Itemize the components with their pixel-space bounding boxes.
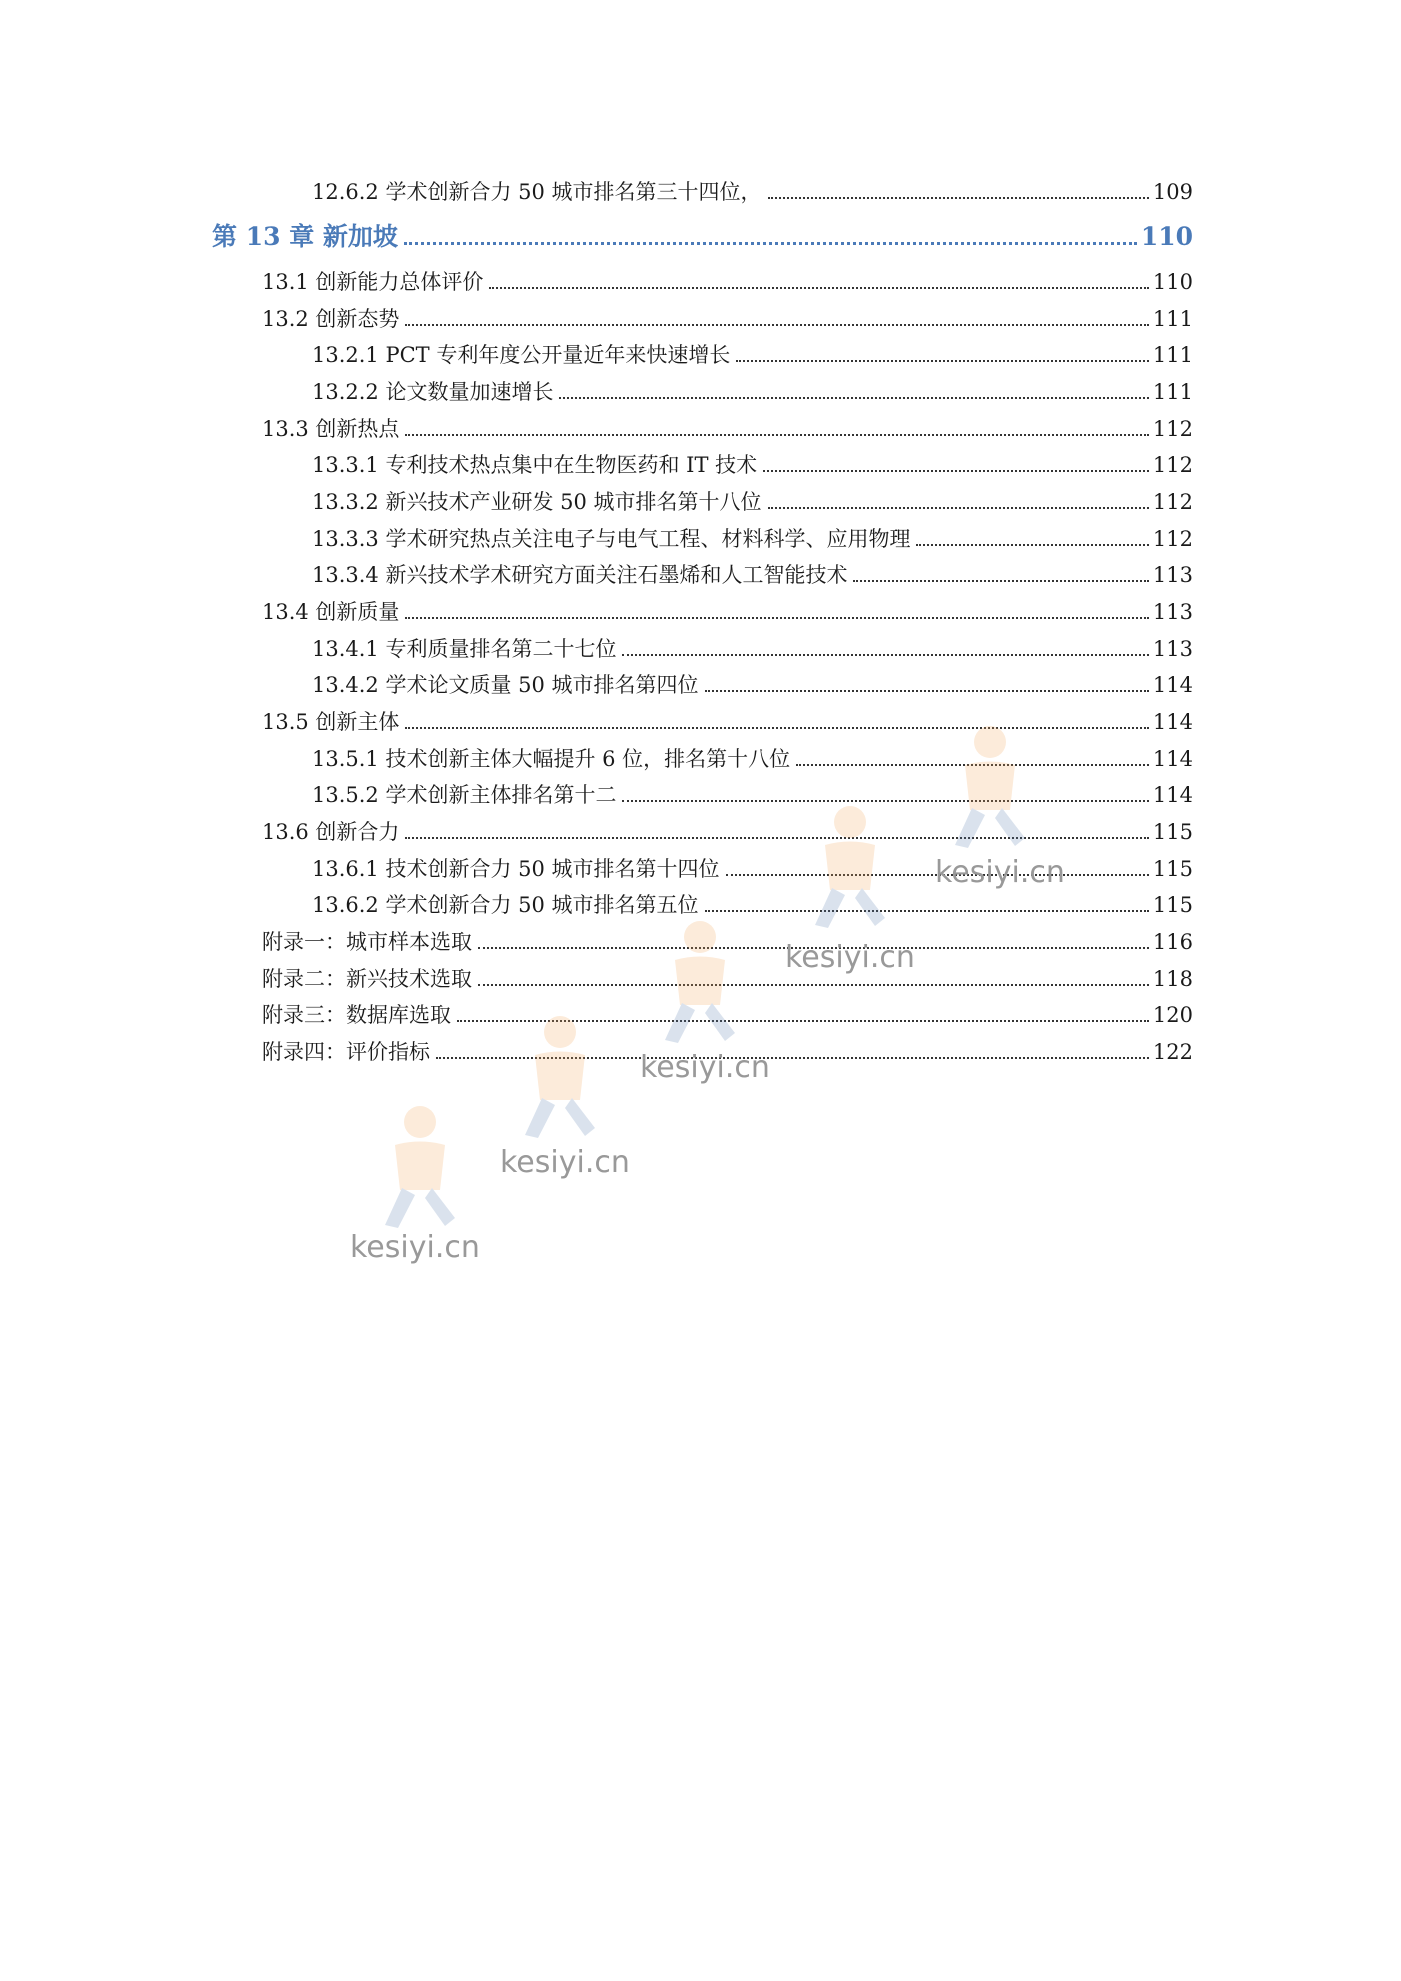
toc-entry[interactable] [312,375,1193,409]
watermark-figure-icon [360,1100,480,1240]
toc-entry-title: 13.3 创新热点 [262,417,400,441]
toc-entry[interactable] [312,558,1193,592]
toc-entry-title: 13.6.2 学术创新合力 50 城市排名第五位 [312,893,699,917]
toc-page-number: 113 [1152,637,1193,661]
watermark-text: kesiyi.cn [785,940,915,975]
toc-entry[interactable] [262,595,1193,629]
toc-page-number: 112 [1152,453,1193,477]
toc-dot-leader [853,580,1148,582]
toc-dot-leader [489,287,1148,289]
toc-page-number: 113 [1152,563,1193,587]
toc-dot-leader [457,1020,1149,1022]
toc-page-number: 122 [1152,1040,1193,1064]
toc-dot-leader [736,360,1149,362]
toc-entry-title: 13.3.2 新兴技术产业研发 50 城市排名第十八位 [312,490,762,514]
watermark-text: kesiyi.cn [640,1050,770,1085]
toc-dot-leader [622,800,1148,802]
toc-dot-leader [796,764,1149,766]
toc-entry[interactable] [312,742,1193,776]
toc-entry[interactable] [312,632,1193,666]
toc-page-number: 114 [1152,673,1193,697]
toc-page-number: 114 [1152,710,1193,734]
toc-entry[interactable] [262,302,1193,336]
toc-dot-leader [405,727,1148,729]
toc-entry[interactable] [312,175,1193,209]
toc-entry-title: 13.2.2 论文数量加速增长 [312,380,554,404]
toc-entry[interactable] [262,998,1193,1032]
toc-page-number: 110 [1152,270,1193,294]
toc-entry-title: 13.5.1 技术创新主体大幅提升 6 位，排名第十八位 [312,747,791,771]
toc-page-number: 109 [1152,180,1193,204]
toc-entry[interactable] [312,888,1193,922]
toc-entry-title: 13.4 创新质量 [262,600,400,624]
toc-dot-leader [622,654,1148,656]
toc-page-number: 114 [1152,783,1193,807]
toc-page-number: 120 [1152,1003,1193,1027]
toc-entry[interactable] [312,522,1193,556]
watermark-text: kesiyi.cn [935,855,1065,890]
toc-entry[interactable] [312,485,1193,519]
toc-entry-title: 13.4.1 专利质量排名第二十七位 [312,637,617,661]
toc-dot-leader [705,910,1149,912]
toc-entry[interactable] [262,412,1193,446]
toc-entry-title: 13.3.4 新兴技术学术研究方面关注石墨烯和人工智能技术 [312,563,848,587]
toc-dot-leader [405,324,1148,326]
toc-dot-leader [405,837,1148,839]
toc-entry-title: 附录一：城市样本选取 [262,930,472,954]
watermark-text: kesiyi.cn [350,1230,480,1265]
toc-entry-title: 13.5.2 学术创新主体排名第十二 [312,783,617,807]
toc-dot-leader [763,470,1149,472]
toc-entry-title: 13.1 创新能力总体评价 [262,270,484,294]
toc-entry[interactable] [312,668,1193,702]
toc-dot-leader [705,690,1149,692]
toc-entry-title: 13.3.1 专利技术热点集中在生物医药和 IT 技术 [312,453,758,477]
toc-page-number: 111 [1152,343,1193,367]
toc-dot-leader [436,1057,1149,1059]
toc-dot-leader [405,617,1148,619]
toc-entry[interactable] [262,815,1193,849]
toc-chapter-entry[interactable] [212,218,1193,256]
toc-dot-leader [768,197,1149,199]
toc-dot-leader [768,507,1149,509]
toc-entry-title: 13.2 创新态势 [262,307,400,331]
toc-page-number: 112 [1152,527,1193,551]
toc-entry-title: 附录四：评价指标 [262,1040,430,1064]
toc-page-number: 115 [1152,820,1193,844]
toc-entry[interactable] [262,705,1193,739]
toc-page-number: 111 [1152,380,1193,404]
toc-page-number: 115 [1152,857,1193,881]
watermark-text: kesiyi.cn [500,1145,630,1180]
toc-entry-title: 附录三：数据库选取 [262,1003,451,1027]
toc-entry-title: 13.6.1 技术创新合力 50 城市排名第十四位 [312,857,720,881]
toc-entry[interactable] [262,962,1193,996]
toc-entry[interactable] [312,778,1193,812]
toc-entry-title: 13.6 创新合力 [262,820,400,844]
toc-page-number: 112 [1152,417,1193,441]
toc-entry[interactable] [262,265,1193,299]
toc-entry-title: 13.4.2 学术论文质量 50 城市排名第四位 [312,673,699,697]
toc-page-number: 111 [1152,307,1193,331]
toc-page-number: 112 [1152,490,1193,514]
toc-dot-leader [559,397,1148,399]
toc-page-number: 114 [1152,747,1193,771]
toc-entry-title: 13.5 创新主体 [262,710,400,734]
toc-dot-leader [916,544,1148,546]
toc-entry-title: 12.6.2 学术创新合力 50 城市排名第三十四位， [312,180,762,204]
toc-dot-leader [478,984,1149,986]
toc-entry[interactable] [262,925,1193,959]
toc-entry-title: 附录二：新兴技术选取 [262,967,472,991]
toc-entry-title: 第 13 章 新加坡 [212,222,398,251]
toc-page-number: 110 [1140,222,1193,251]
toc-page-number: 118 [1152,967,1193,991]
toc-entry-title: 13.2.1 PCT 专利年度公开量近年来快速增长 [312,343,731,367]
toc-dot-leader [405,434,1148,436]
toc-page-number: 116 [1152,930,1193,954]
toc-page-number: 113 [1152,600,1193,624]
toc-entry-title: 13.3.3 学术研究热点关注电子与电气工程、材料科学、应用物理 [312,527,911,551]
toc-entry[interactable] [312,448,1193,482]
toc-entry[interactable] [312,338,1193,372]
toc-page-number: 115 [1152,893,1193,917]
toc-dot-leader [404,242,1137,245]
